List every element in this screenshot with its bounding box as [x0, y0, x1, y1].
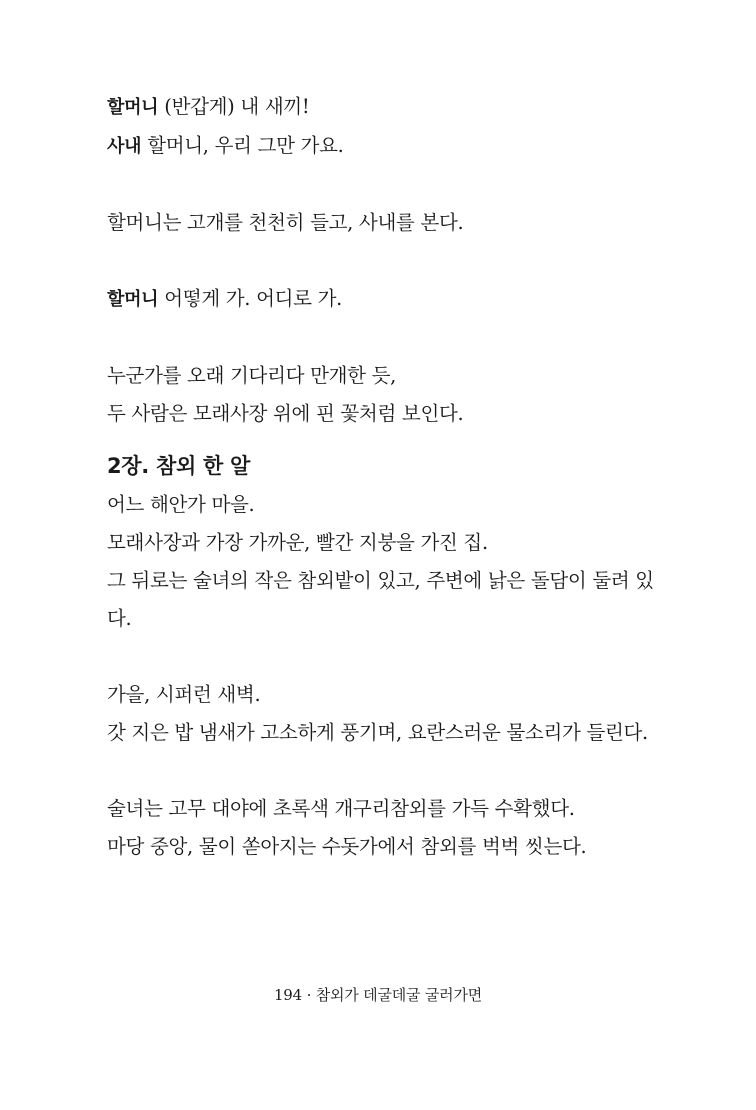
- dialogue-line: [107, 88, 667, 127]
- dialogue-text: 할머니, 우리 그만 가요.: [147, 134, 344, 157]
- body-text-line: 마당 중앙, 물이 쏟아지는 수돗가에서 참외를 벅벅 씻는다.: [107, 835, 587, 858]
- body-text-line: 모래사장과 가장 가까운, 빨간 지붕을 가진 집.: [107, 531, 488, 554]
- stage-direction: 할머니는 고개를 천천히 들고, 사내를 본다.: [107, 211, 464, 234]
- paragraph-spacer: [107, 319, 667, 357]
- dialogue-line: [107, 127, 667, 166]
- paragraph-spacer: [107, 638, 667, 676]
- page-number: 194: [273, 986, 302, 1004]
- book-title: 참외가 데굴데굴 굴러가면: [315, 986, 483, 1004]
- body-text-line: 어느 해안가 마을.: [107, 493, 255, 516]
- dialogue-text: 어떻게 가. 어디로 가.: [164, 287, 343, 310]
- chapter-heading: 2장. 참외 한 알: [107, 454, 250, 478]
- speaker-name: 사내: [107, 136, 142, 157]
- paragraph-spacer: [107, 166, 667, 204]
- body-text-line: 누군가를 오래 기다리다 만개한 듯,: [107, 364, 397, 387]
- footer-separator: ·: [306, 986, 312, 1004]
- body-text-line: 술녀는 고무 대야에 초록색 개구리참외를 가득 수확했다.: [107, 797, 575, 820]
- speaker-name: 할머니: [107, 97, 159, 118]
- body-text-line: 다.: [107, 607, 132, 630]
- body-text-line: 갓 지은 밥 냄새가 고소하게 풍기며, 요란스러운 물소리가 들린다.: [107, 721, 648, 744]
- body-text-line: 두 사람은 모래사장 위에 핀 꽃처럼 보인다.: [107, 402, 464, 425]
- paragraph-spacer: [107, 752, 667, 790]
- script-page-body: [107, 88, 667, 866]
- dialogue-text: (반갑게) 내 새끼!: [164, 95, 310, 118]
- body-text-line: 그 뒤로는 술녀의 작은 참외밭이 있고, 주변에 낡은 돌담이 둘려 있: [107, 569, 654, 592]
- paragraph-spacer: [107, 242, 667, 280]
- speaker-name: 할머니: [107, 289, 159, 310]
- page-footer: [0, 984, 756, 1006]
- dialogue-line: [107, 280, 667, 319]
- body-text-line: 가을, 시퍼런 새벽.: [107, 683, 261, 706]
